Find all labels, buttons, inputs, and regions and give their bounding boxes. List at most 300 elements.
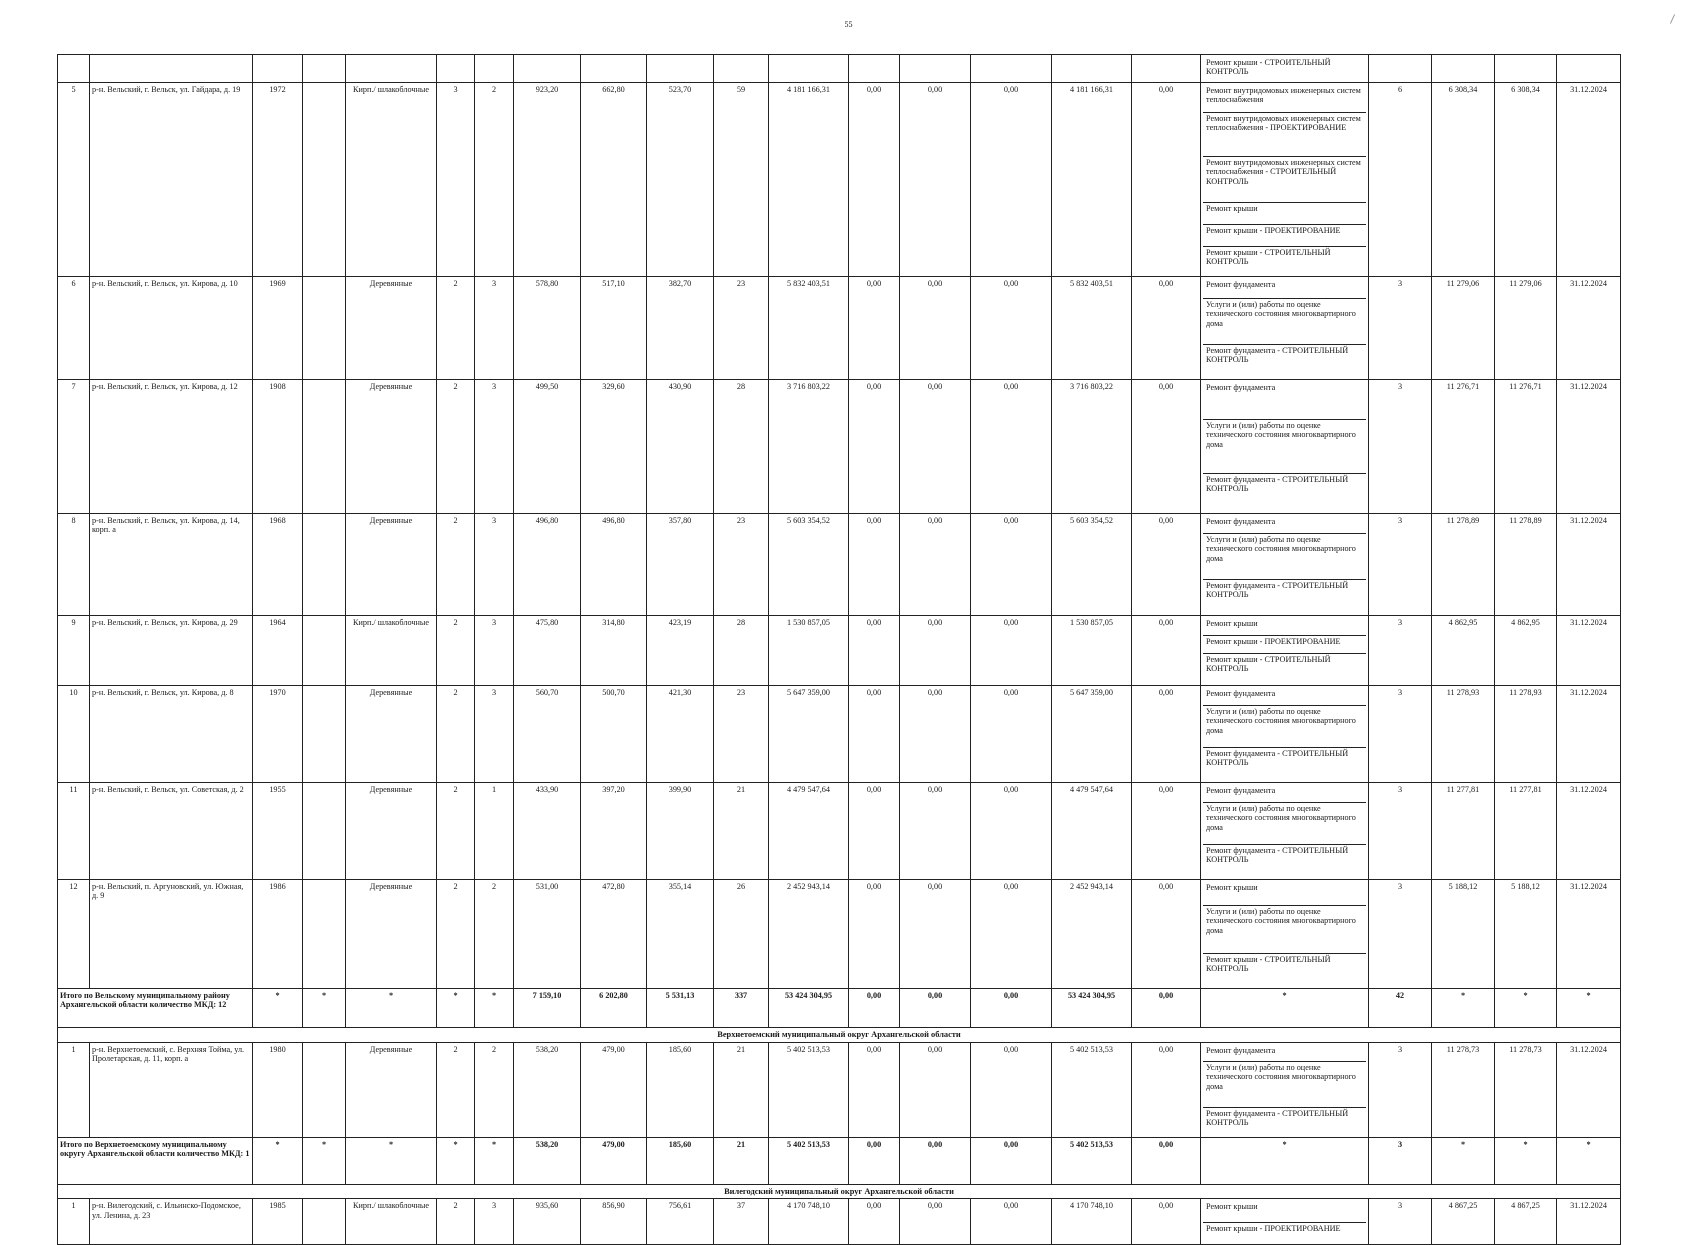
fund-federal-cell: 0,00	[849, 686, 900, 783]
residents-cell: 28	[714, 616, 769, 686]
residents-cell: 37	[714, 1199, 769, 1245]
unit-cost-cell: 4 862,95	[1432, 616, 1495, 686]
blank-cell	[303, 380, 346, 514]
work-item: Ремонт крыши - ПРОЕКТИРОВАНИЕ	[1206, 1224, 1341, 1234]
entrances-cell: 2	[475, 1042, 514, 1137]
fund-other-cell: 0,00	[1132, 514, 1201, 616]
work-item: Ремонт фундамента - СТРОИТЕЛЬНЫЙ КОНТРОЛЬ	[1206, 846, 1349, 865]
empty-cell	[581, 55, 647, 83]
empty-cell	[475, 55, 514, 83]
deadline-cell: 31.12.2024	[1557, 514, 1621, 616]
fund-owners-cell: 2 452 943,14	[1052, 880, 1132, 989]
works-count-cell: 3	[1369, 514, 1432, 616]
works-count-cell: 3	[1369, 1042, 1432, 1137]
fund-other-cell: 0,00	[1132, 783, 1201, 880]
total-area-cell: 499,50	[514, 380, 581, 514]
fund-other-cell: 0,00	[1132, 277, 1201, 380]
row-number-cell: 6	[58, 277, 90, 380]
table-row	[58, 1199, 1621, 1245]
residents-cell: 21	[714, 783, 769, 880]
empty-cell	[849, 55, 900, 83]
cost-total-cell: 5 402 513,53	[769, 1137, 849, 1184]
works-count-cell: 3	[1369, 616, 1432, 686]
row-number-cell: 7	[58, 380, 90, 514]
apartments-area-cell: 314,80	[581, 616, 647, 686]
apartments-area-cell: 496,80	[581, 514, 647, 616]
living-area-cell: 523,70	[647, 83, 714, 277]
work-item: Ремонт крыши - СТРОИТЕЛЬНЫЙ КОНТРОЛЬ	[1206, 58, 1331, 77]
fund-local-cell: 0,00	[971, 686, 1052, 783]
blank-cell	[303, 514, 346, 616]
work-item: Ремонт фундамента - СТРОИТЕЛЬНЫЙ КОНТРОЛЬ	[1206, 346, 1349, 365]
year-cell: 1986	[253, 880, 303, 989]
floors-cell: 3	[437, 83, 475, 277]
unit-cost-cell: 4 867,25	[1432, 1199, 1495, 1245]
total-row	[58, 989, 1621, 1028]
address-cell: р-н. Вельский, г. Вельск, ул. Кирова, д. 8	[90, 686, 253, 783]
deadline-cell: 31.12.2024	[1557, 686, 1621, 783]
register-table-container	[57, 54, 1621, 1245]
fund-owners-cell: 3 716 803,22	[1052, 380, 1132, 514]
work-item: Ремонт крыши	[1203, 618, 1366, 636]
fund-local-cell: 0,00	[971, 514, 1052, 616]
max-cost-cell: 4 867,25	[1495, 1199, 1557, 1245]
unit-cost-cell: 11 279,06	[1432, 277, 1495, 380]
fund-federal-cell: 0,00	[849, 616, 900, 686]
works-cell	[1201, 1199, 1369, 1245]
register-table-body	[58, 55, 1621, 1245]
row-number-cell: 5	[58, 83, 90, 277]
works-count-cell: 3	[1369, 380, 1432, 514]
row-number-cell: 12	[58, 880, 90, 989]
cost-total-cell: 5 647 359,00	[769, 686, 849, 783]
unit-cost-cell: 11 278,73	[1432, 1042, 1495, 1137]
work-item: Ремонт крыши	[1203, 882, 1366, 906]
fund-regional-cell: 0,00	[900, 989, 971, 1028]
works-cell	[1201, 616, 1369, 686]
continuation-row	[58, 55, 1621, 83]
table-row	[58, 380, 1621, 514]
fund-other-cell: 0,00	[1132, 989, 1201, 1028]
work-item: Ремонт крыши - СТРОИТЕЛЬНЫЙ КОНТРОЛЬ	[1206, 955, 1331, 974]
max-cost-cell: 11 278,73	[1495, 1042, 1557, 1137]
work-item: Ремонт внутридомовых инженерных систем теплоснабжения	[1203, 85, 1366, 113]
row-number-cell: 11	[58, 783, 90, 880]
work-item: Ремонт фундамента - СТРОИТЕЛЬНЫЙ КОНТРОЛЬ	[1206, 749, 1349, 768]
entrances-cell: 3	[475, 514, 514, 616]
deadline-cell: 31.12.2024	[1557, 616, 1621, 686]
apartments-area-cell: 329,60	[581, 380, 647, 514]
year-cell: 1980	[253, 1042, 303, 1137]
fund-local-cell: 0,00	[971, 1137, 1052, 1184]
wall-material-cell: Деревянные	[346, 514, 437, 616]
fund-federal-cell: 0,00	[849, 989, 900, 1028]
empty-cell	[346, 55, 437, 83]
fund-local-cell: 0,00	[971, 380, 1052, 514]
empty-cell	[714, 55, 769, 83]
cost-total-cell: 5 402 513,53	[769, 1042, 849, 1137]
table-row	[58, 277, 1621, 380]
table-row	[58, 880, 1621, 989]
work-item: Ремонт внутридомовых инженерных систем теплоснабжения - ПРОЕКТИРОВАНИЕ	[1203, 113, 1366, 157]
floors-cell: 2	[437, 380, 475, 514]
work-item: Ремонт внутридомовых инженерных систем теплоснабжения - СТРОИТЕЛЬНЫЙ КОНТРОЛЬ	[1203, 157, 1366, 203]
section-header-row	[58, 1184, 1621, 1199]
living-area-cell: 421,30	[647, 686, 714, 783]
address-cell: р-н. Верхнетоемский, с. Верхняя Тойма, ул. Пролетарская, д. 11, корп. а	[90, 1042, 253, 1137]
fund-regional-cell: 0,00	[900, 686, 971, 783]
wall-material-cell: *	[346, 1137, 437, 1184]
work-item: Ремонт фундамента - СТРОИТЕЛЬНЫЙ КОНТРОЛЬ	[1206, 581, 1349, 600]
fund-other-cell: 0,00	[1132, 1199, 1201, 1245]
works-cell: *	[1201, 1137, 1369, 1184]
floors-cell: 2	[437, 277, 475, 380]
max-cost-cell: 11 279,06	[1495, 277, 1557, 380]
fund-other-cell: 0,00	[1132, 83, 1201, 277]
unit-cost-cell: 11 276,71	[1432, 380, 1495, 514]
blank-cell	[303, 686, 346, 783]
fund-owners-cell: 53 424 304,95	[1052, 989, 1132, 1028]
works-cell: *	[1201, 989, 1369, 1028]
works-cell	[1201, 55, 1369, 83]
empty-cell	[1557, 55, 1621, 83]
year-cell: 1985	[253, 1199, 303, 1245]
residents-cell: 23	[714, 277, 769, 380]
work-item: Услуги и (или) работы по оценке технического состояния многоквартирного дома	[1203, 906, 1366, 954]
max-cost-cell: 5 188,12	[1495, 880, 1557, 989]
floors-cell: 2	[437, 686, 475, 783]
max-cost-cell: 11 277,81	[1495, 783, 1557, 880]
deadline-cell: 31.12.2024	[1557, 83, 1621, 277]
works-count-cell: 3	[1369, 277, 1432, 380]
residents-cell: 59	[714, 83, 769, 277]
section-title: Вилегодский муниципальный округ Архангельской области	[58, 1184, 1621, 1199]
wall-material-cell: Деревянные	[346, 783, 437, 880]
entrances-cell: 3	[475, 1199, 514, 1245]
address-cell: р-н. Вельский, г. Вельск, ул. Кирова, д. 29	[90, 616, 253, 686]
works-count-cell: 3	[1369, 1199, 1432, 1245]
fund-federal-cell: 0,00	[849, 380, 900, 514]
fund-local-cell: 0,00	[971, 1199, 1052, 1245]
work-item: Ремонт фундамента	[1203, 382, 1366, 420]
entrances-cell: 3	[475, 686, 514, 783]
blank-cell	[303, 83, 346, 277]
table-row	[58, 616, 1621, 686]
wall-material-cell: Кирп./ шлакоблочные	[346, 1199, 437, 1245]
works-cell	[1201, 277, 1369, 380]
fund-other-cell: 0,00	[1132, 1137, 1201, 1184]
deadline-cell: 31.12.2024	[1557, 783, 1621, 880]
empty-cell	[1052, 55, 1132, 83]
deadline-cell: 31.12.2024	[1557, 1042, 1621, 1137]
unit-cost-cell: 11 278,93	[1432, 686, 1495, 783]
living-area-cell: 423,19	[647, 616, 714, 686]
apartments-area-cell: 479,00	[581, 1137, 647, 1184]
unit-cost-cell: 5 188,12	[1432, 880, 1495, 989]
residents-cell: 26	[714, 880, 769, 989]
total-area-cell: 531,00	[514, 880, 581, 989]
apartments-area-cell: 500,70	[581, 686, 647, 783]
work-item: Услуги и (или) работы по оценке технического состояния многоквартирного дома	[1203, 299, 1366, 345]
empty-cell	[253, 55, 303, 83]
floors-cell: 2	[437, 783, 475, 880]
blank-cell: *	[303, 989, 346, 1028]
fund-federal-cell: 0,00	[849, 880, 900, 989]
wall-material-cell: Деревянные	[346, 380, 437, 514]
deadline-cell: *	[1557, 989, 1621, 1028]
empty-cell	[1132, 55, 1201, 83]
table-row	[58, 686, 1621, 783]
empty-cell	[900, 55, 971, 83]
works-cell	[1201, 514, 1369, 616]
empty-cell	[1432, 55, 1495, 83]
total-area-cell: 475,80	[514, 616, 581, 686]
year-cell: 1955	[253, 783, 303, 880]
work-item: Ремонт фундамента	[1203, 785, 1366, 803]
entrances-cell: *	[475, 989, 514, 1028]
deadline-cell: 31.12.2024	[1557, 880, 1621, 989]
floors-cell: 2	[437, 880, 475, 989]
residents-cell: 21	[714, 1137, 769, 1184]
fund-local-cell: 0,00	[971, 989, 1052, 1028]
fund-other-cell: 0,00	[1132, 880, 1201, 989]
floors-cell: 2	[437, 616, 475, 686]
max-cost-cell: 6 308,34	[1495, 83, 1557, 277]
empty-cell	[769, 55, 849, 83]
work-item: Ремонт крыши - СТРОИТЕЛЬНЫЙ КОНТРОЛЬ	[1206, 655, 1331, 674]
total-area-cell: 560,70	[514, 686, 581, 783]
work-item: Ремонт фундамента - СТРОИТЕЛЬНЫЙ КОНТРОЛЬ	[1206, 1108, 1349, 1128]
fund-local-cell: 0,00	[971, 1042, 1052, 1137]
residents-cell: 337	[714, 989, 769, 1028]
max-cost-cell: 11 276,71	[1495, 380, 1557, 514]
fund-local-cell: 0,00	[971, 616, 1052, 686]
living-area-cell: 756,61	[647, 1199, 714, 1245]
unit-cost-cell: *	[1432, 989, 1495, 1028]
fund-federal-cell: 0,00	[849, 1199, 900, 1245]
wall-material-cell: Кирп./ шлакоблочные	[346, 616, 437, 686]
address-cell: р-н. Вельский, г. Вельск, ул. Кирова, д. 10	[90, 277, 253, 380]
total-label-cell: Итого по Вельскому муниципальному району Архангельской области количество МКД: 12	[58, 989, 253, 1028]
residents-cell: 23	[714, 686, 769, 783]
work-item: Услуги и (или) работы по оценке технического состояния многоквартирного дома	[1203, 706, 1366, 748]
works-count-cell: 3	[1369, 880, 1432, 989]
fund-regional-cell: 0,00	[900, 514, 971, 616]
works-cell	[1201, 83, 1369, 277]
blank-cell	[303, 1042, 346, 1137]
wall-material-cell: Деревянные	[346, 686, 437, 783]
unit-cost-cell: 11 278,89	[1432, 514, 1495, 616]
work-item: Ремонт фундамента	[1203, 688, 1366, 706]
cost-total-cell: 3 716 803,22	[769, 380, 849, 514]
work-item: Ремонт крыши - СТРОИТЕЛЬНЫЙ КОНТРОЛЬ	[1206, 248, 1331, 267]
fund-federal-cell: 0,00	[849, 514, 900, 616]
empty-cell	[437, 55, 475, 83]
entrances-cell: 2	[475, 880, 514, 989]
total-area-cell: 496,80	[514, 514, 581, 616]
max-cost-cell: *	[1495, 989, 1557, 1028]
fund-federal-cell: 0,00	[849, 1137, 900, 1184]
table-row	[58, 1042, 1621, 1137]
fund-federal-cell: 0,00	[849, 83, 900, 277]
living-area-cell: 357,80	[647, 514, 714, 616]
fund-regional-cell: 0,00	[900, 616, 971, 686]
living-area-cell: 399,90	[647, 783, 714, 880]
year-cell: 1969	[253, 277, 303, 380]
table-row	[58, 514, 1621, 616]
residents-cell: 21	[714, 1042, 769, 1137]
works-cell	[1201, 783, 1369, 880]
year-cell: *	[253, 989, 303, 1028]
living-area-cell: 185,60	[647, 1042, 714, 1137]
blank-cell	[303, 616, 346, 686]
fund-federal-cell: 0,00	[849, 1042, 900, 1137]
address-cell: р-н. Вельский, п. Аргуновский, ул. Южная, д. 9	[90, 880, 253, 989]
work-item: Ремонт фундамента	[1203, 1045, 1366, 1062]
row-number-cell: 9	[58, 616, 90, 686]
fund-owners-cell: 4 479 547,64	[1052, 783, 1132, 880]
wall-material-cell: *	[346, 989, 437, 1028]
works-count-cell: 3	[1369, 783, 1432, 880]
residents-cell: 23	[714, 514, 769, 616]
year-cell: 1964	[253, 616, 303, 686]
fund-owners-cell: 5 832 403,51	[1052, 277, 1132, 380]
entrances-cell: 2	[475, 83, 514, 277]
entrances-cell: 3	[475, 616, 514, 686]
unit-cost-cell: 11 277,81	[1432, 783, 1495, 880]
fund-regional-cell: 0,00	[900, 880, 971, 989]
deadline-cell: *	[1557, 1137, 1621, 1184]
entrances-cell: 3	[475, 380, 514, 514]
floors-cell: 2	[437, 1042, 475, 1137]
work-item: Услуги и (или) работы по оценке технического состояния многоквартирного дома	[1203, 1062, 1366, 1108]
work-item: Ремонт фундамента - СТРОИТЕЛЬНЫЙ КОНТРОЛЬ	[1206, 475, 1349, 494]
entrances-cell: *	[475, 1137, 514, 1184]
row-number-cell: 1	[58, 1042, 90, 1137]
address-cell: р-н. Вельский, г. Вельск, ул. Кирова, д. 12	[90, 380, 253, 514]
apartments-area-cell: 517,10	[581, 277, 647, 380]
fund-local-cell: 0,00	[971, 277, 1052, 380]
fund-local-cell: 0,00	[971, 783, 1052, 880]
fund-owners-cell: 5 402 513,53	[1052, 1042, 1132, 1137]
fund-other-cell: 0,00	[1132, 1042, 1201, 1137]
fund-regional-cell: 0,00	[900, 1199, 971, 1245]
fund-federal-cell: 0,00	[849, 783, 900, 880]
max-cost-cell: 11 278,89	[1495, 514, 1557, 616]
living-area-cell: 430,90	[647, 380, 714, 514]
year-cell: 1968	[253, 514, 303, 616]
year-cell: 1970	[253, 686, 303, 783]
work-item: Ремонт крыши	[1203, 1201, 1366, 1223]
fund-owners-cell: 5 603 354,52	[1052, 514, 1132, 616]
blank-cell	[303, 783, 346, 880]
living-area-cell: 355,14	[647, 880, 714, 989]
work-item: Ремонт крыши - ПРОЕКТИРОВАНИЕ	[1203, 636, 1366, 654]
empty-cell	[303, 55, 346, 83]
apartments-area-cell: 472,80	[581, 880, 647, 989]
fund-owners-cell: 5 647 359,00	[1052, 686, 1132, 783]
works-cell	[1201, 880, 1369, 989]
cost-total-cell: 4 479 547,64	[769, 783, 849, 880]
total-row	[58, 1137, 1621, 1184]
works-count-cell: 42	[1369, 989, 1432, 1028]
work-item: Услуги и (или) работы по оценке технического состояния многоквартирного дома	[1203, 803, 1366, 845]
fund-owners-cell: 4 170 748,10	[1052, 1199, 1132, 1245]
works-count-cell: 3	[1369, 686, 1432, 783]
apartments-area-cell: 856,90	[581, 1199, 647, 1245]
works-count-cell: 6	[1369, 83, 1432, 277]
fund-local-cell: 0,00	[971, 83, 1052, 277]
total-label-cell: Итого по Верхнетоемскому муниципальному округу Архангельской области количество МКД: 1	[58, 1137, 253, 1184]
living-area-cell: 185,60	[647, 1137, 714, 1184]
empty-cell	[1495, 55, 1557, 83]
blank-cell	[303, 277, 346, 380]
register-table	[57, 54, 1621, 1245]
apartments-area-cell: 479,00	[581, 1042, 647, 1137]
address-cell: р-н. Вилегодский, с. Ильинско-Подомское, ул. Ленина, д. 23	[90, 1199, 253, 1245]
year-cell: *	[253, 1137, 303, 1184]
apartments-area-cell: 6 202,80	[581, 989, 647, 1028]
works-count-cell: 3	[1369, 1137, 1432, 1184]
empty-cell	[514, 55, 581, 83]
cost-total-cell: 4 181 166,31	[769, 83, 849, 277]
total-area-cell: 538,20	[514, 1137, 581, 1184]
empty-cell	[90, 55, 253, 83]
deadline-cell: 31.12.2024	[1557, 277, 1621, 380]
section-header-row	[58, 1028, 1621, 1043]
apartments-area-cell: 397,20	[581, 783, 647, 880]
total-area-cell: 923,20	[514, 83, 581, 277]
fund-other-cell: 0,00	[1132, 686, 1201, 783]
total-area-cell: 935,60	[514, 1199, 581, 1245]
empty-cell	[1369, 55, 1432, 83]
total-area-cell: 538,20	[514, 1042, 581, 1137]
wall-material-cell: Деревянные	[346, 880, 437, 989]
row-number-cell: 8	[58, 514, 90, 616]
total-area-cell: 578,80	[514, 277, 581, 380]
total-area-cell: 433,90	[514, 783, 581, 880]
living-area-cell: 382,70	[647, 277, 714, 380]
fund-regional-cell: 0,00	[900, 1042, 971, 1137]
empty-cell	[58, 55, 90, 83]
entrances-cell: 3	[475, 277, 514, 380]
table-row	[58, 83, 1621, 277]
fund-regional-cell: 0,00	[900, 783, 971, 880]
fund-owners-cell: 4 181 166,31	[1052, 83, 1132, 277]
works-cell	[1201, 686, 1369, 783]
max-cost-cell: 4 862,95	[1495, 616, 1557, 686]
cost-total-cell: 5 832 403,51	[769, 277, 849, 380]
work-item: Услуги и (или) работы по оценке технического состояния многоквартирного дома	[1203, 420, 1366, 474]
row-number-cell: 1	[58, 1199, 90, 1245]
entrances-cell: 1	[475, 783, 514, 880]
empty-cell	[971, 55, 1052, 83]
cost-total-cell: 4 170 748,10	[769, 1199, 849, 1245]
blank-cell	[303, 1199, 346, 1245]
work-item: Ремонт крыши	[1203, 203, 1366, 225]
fund-local-cell: 0,00	[971, 880, 1052, 989]
address-cell: р-н. Вельский, г. Вельск, ул. Кирова, д. 14, корп. а	[90, 514, 253, 616]
works-cell	[1201, 380, 1369, 514]
cost-total-cell: 2 452 943,14	[769, 880, 849, 989]
unit-cost-cell: 6 308,34	[1432, 83, 1495, 277]
unit-cost-cell: *	[1432, 1137, 1495, 1184]
floors-cell: 2	[437, 1199, 475, 1245]
deadline-cell: 31.12.2024	[1557, 380, 1621, 514]
fund-owners-cell: 5 402 513,53	[1052, 1137, 1132, 1184]
cost-total-cell: 1 530 857,05	[769, 616, 849, 686]
row-number-cell: 10	[58, 686, 90, 783]
